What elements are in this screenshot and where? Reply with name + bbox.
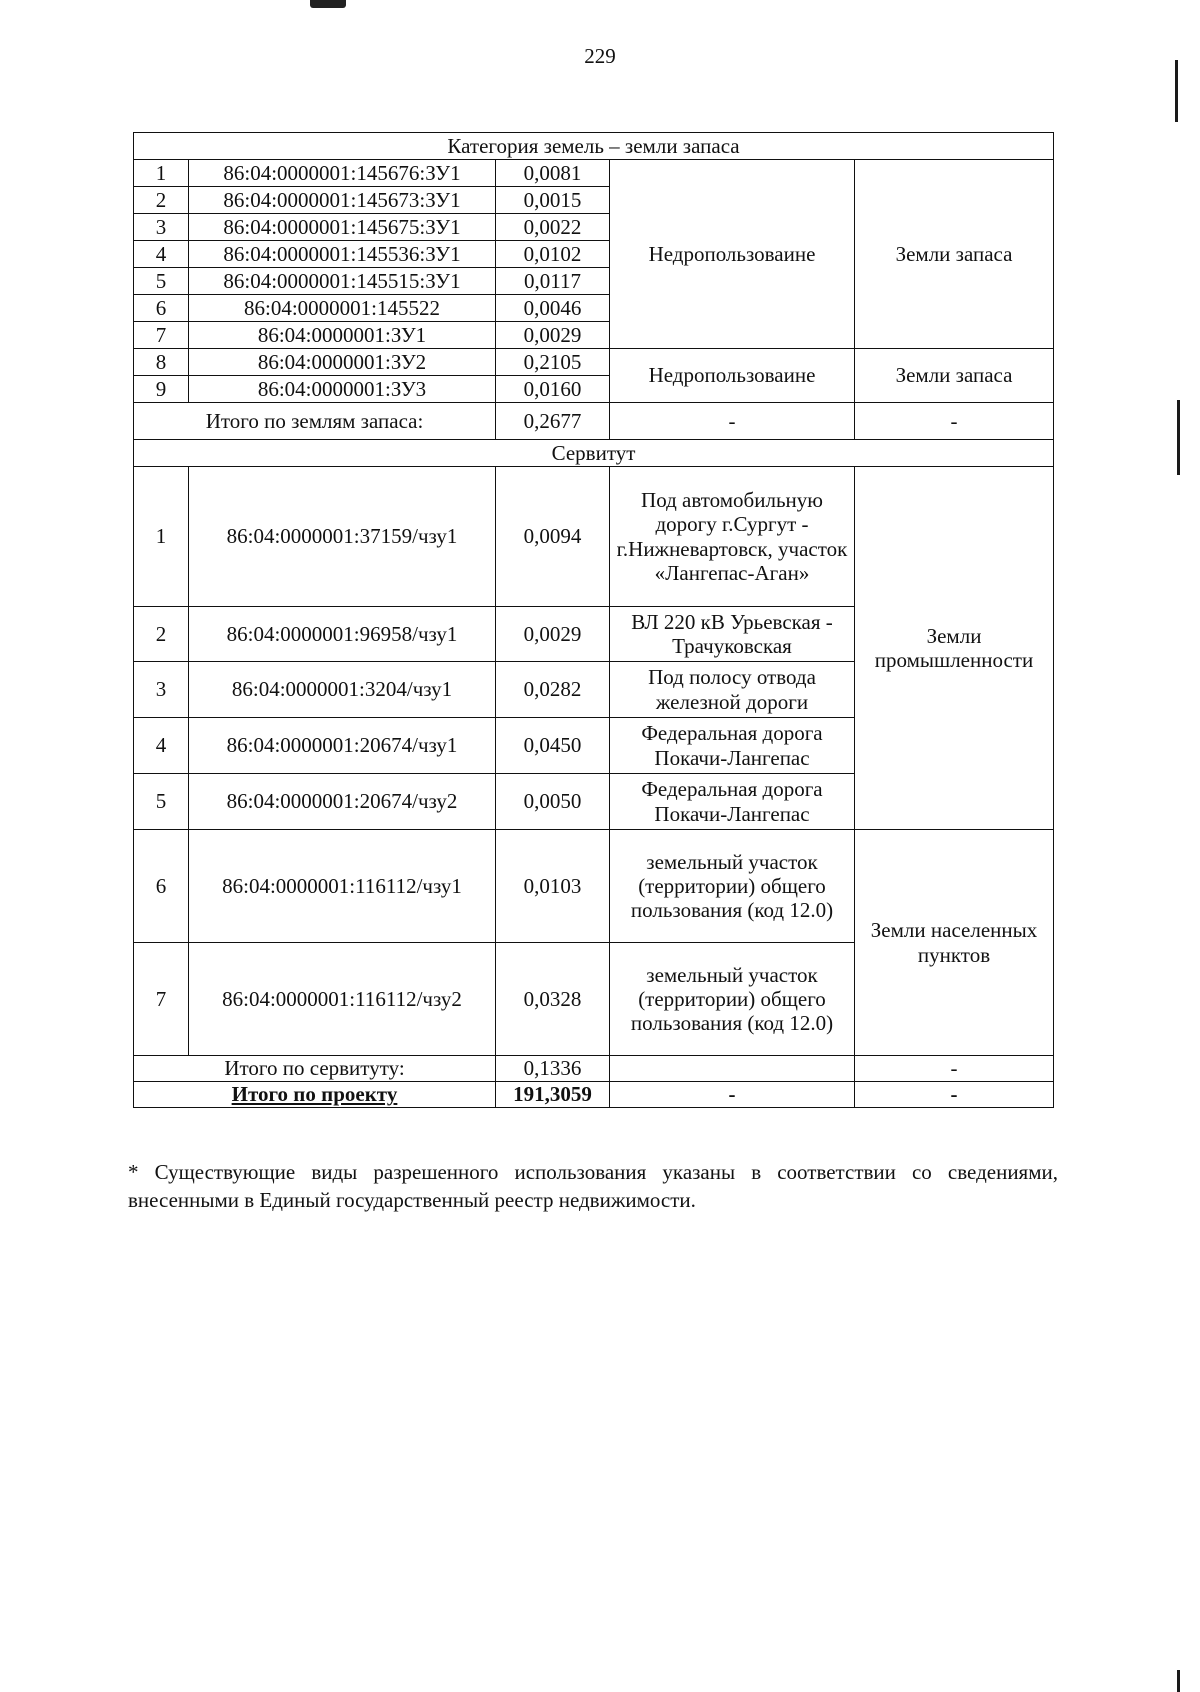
row-number: 2 [134,607,189,662]
table-row [134,467,1054,607]
area-value: 0,0029 [496,322,610,349]
use-type: Федеральная дорога Покачи-Лангепас [610,718,855,774]
row-number: 1 [134,160,189,187]
area-value: 0,2105 [496,349,610,376]
section-header-row [134,133,1054,160]
land-table [133,132,1054,1108]
section-title-easement: Сервитут [134,440,1054,467]
section-header-row [134,440,1054,467]
scan-margin-line [1177,400,1180,475]
project-total-category: - [855,1082,1054,1108]
area-value: 0,0282 [496,662,610,718]
subtotal-label: Итого по землям запаса: [134,403,496,440]
scan-mark [310,0,346,8]
area-value: 0,0328 [496,943,610,1056]
cadastral-number: 86:04:0000001:20674/чзу2 [189,774,496,830]
land-category: Земли промышленности [855,467,1054,830]
cadastral-number: 86:04:0000001:116112/чзу1 [189,830,496,943]
row-number: 4 [134,241,189,268]
subtotal-area: 0,1336 [496,1056,610,1082]
table-row [134,349,1054,376]
row-number: 2 [134,187,189,214]
use-type: земельный участок (территории) общего пользования (код 12.0) [610,830,855,943]
use-type: земельный участок (территории) общего пользования (код 12.0) [610,943,855,1056]
row-number: 9 [134,376,189,403]
row-number: 7 [134,322,189,349]
land-category: Земли населенных пунктов [855,830,1054,1056]
use-type: Недропользоваине [610,349,855,403]
area-value: 0,0050 [496,774,610,830]
cadastral-number: 86:04:0000001:116112/чзу2 [189,943,496,1056]
area-value: 0,0022 [496,214,610,241]
cadastral-number: 86:04:0000001:20674/чзу1 [189,718,496,774]
area-value: 0,0102 [496,241,610,268]
area-value: 0,0029 [496,607,610,662]
row-number: 6 [134,295,189,322]
cadastral-number: 86:04:0000001:37159/чзу1 [189,467,496,607]
footnote: * Существующие виды разрешенного использования указаны в соответствии со сведениями, внесенными в Единый государственный реестр недвижимости. [128,1160,1058,1212]
project-total-use: - [610,1082,855,1108]
area-value: 0,0450 [496,718,610,774]
row-number: 8 [134,349,189,376]
area-value: 0,0046 [496,295,610,322]
area-value: 0,0081 [496,160,610,187]
cadastral-number: 86:04:0000001:ЗУ1 [189,322,496,349]
table-row [134,160,1054,187]
scan-margin-line [1177,1670,1180,1692]
cadastral-number: 86:04:0000001:96958/чзу1 [189,607,496,662]
use-type: Федеральная дорога Покачи-Лангепас [610,774,855,830]
cadastral-number: 86:04:0000001:145673:ЗУ1 [189,187,496,214]
area-value: 0,0015 [496,187,610,214]
subtotal-label: Итого по сервитуту: [134,1056,496,1082]
subtotal-category: - [855,403,1054,440]
cadastral-number: 86:04:0000001:145536:ЗУ1 [189,241,496,268]
section-title-reserve-lands: Категория земель – земли запаса [134,133,1054,160]
row-number: 3 [134,662,189,718]
cadastral-number: 86:04:0000001:145522 [189,295,496,322]
subtotal-row [134,403,1054,440]
row-number: 1 [134,467,189,607]
project-total-label [134,1082,496,1108]
cadastral-number: 86:04:0000001:ЗУ2 [189,349,496,376]
land-category: Земли запаса [855,160,1054,349]
cadastral-number: 86:04:0000001:145515:ЗУ1 [189,268,496,295]
area-value: 0,0103 [496,830,610,943]
area-value: 0,0094 [496,467,610,607]
subtotal-area: 0,2677 [496,403,610,440]
table-row [134,830,1054,943]
cadastral-number: 86:04:0000001:ЗУ3 [189,376,496,403]
project-total-area: 191,3059 [496,1082,610,1108]
subtotal-row [134,1056,1054,1082]
page-number: 229 [584,44,616,68]
row-number: 6 [134,830,189,943]
row-number: 5 [134,268,189,295]
row-number: 3 [134,214,189,241]
subtotal-category: - [855,1056,1054,1082]
subtotal-use: - [610,403,855,440]
use-type: ВЛ 220 кВ Урьевская - Трачуковская [610,607,855,662]
project-total-label-text: Итого по проекту [231,1082,398,1107]
scan-margin-line [1175,60,1178,122]
land-category: Земли запаса [855,349,1054,403]
project-total-row [134,1082,1054,1108]
subtotal-use [610,1056,855,1082]
use-type: Под полосу отвода железной дороги [610,662,855,718]
row-number: 7 [134,943,189,1056]
row-number: 4 [134,718,189,774]
cadastral-number: 86:04:0000001:145675:ЗУ1 [189,214,496,241]
cadastral-number: 86:04:0000001:3204/чзу1 [189,662,496,718]
area-value: 0,0117 [496,268,610,295]
use-type: Под автомобильную дорогу г.Сургут - г.Нижневартовск, участок «Лангепас-Аган» [610,467,855,607]
cadastral-number: 86:04:0000001:145676:ЗУ1 [189,160,496,187]
area-value: 0,0160 [496,376,610,403]
use-type: Недропользоваине [610,160,855,349]
row-number: 5 [134,774,189,830]
